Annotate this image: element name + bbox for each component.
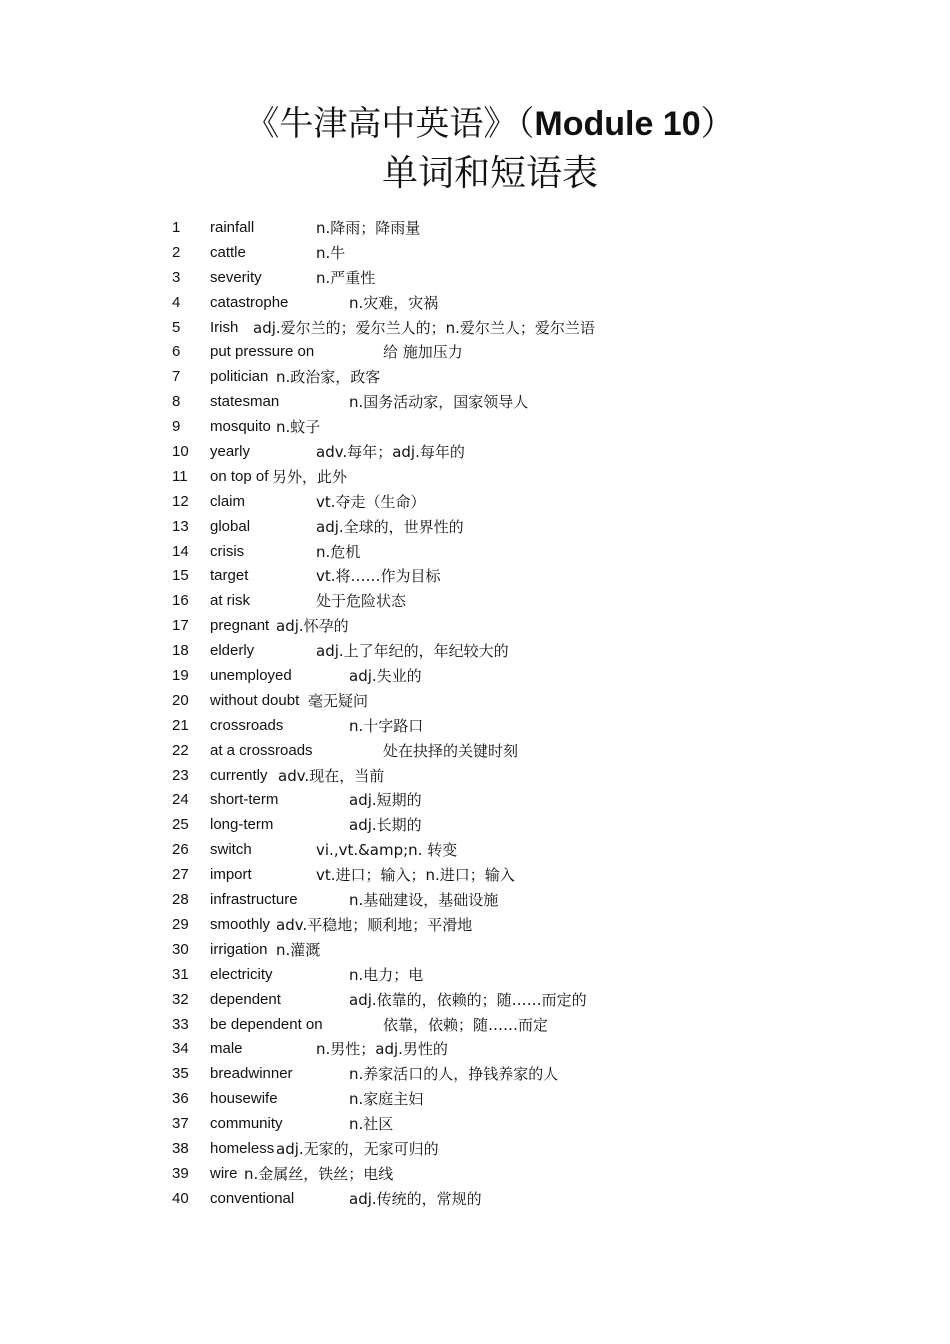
entry-number: 7 bbox=[172, 368, 181, 386]
entry-definition: n.国务活动家，国家领导人 bbox=[349, 393, 529, 412]
entry-definition: adv.平稳地；顺利地；平滑地 bbox=[276, 915, 473, 934]
entry-word: infrastructure bbox=[210, 891, 298, 909]
entry-word: on top of bbox=[210, 467, 269, 485]
entry-number: 33 bbox=[172, 1015, 189, 1033]
entry-definition: adj.长期的 bbox=[349, 816, 422, 835]
entry-number: 35 bbox=[172, 1065, 189, 1083]
vocab-entry bbox=[172, 291, 872, 316]
entry-word: elderly bbox=[210, 642, 255, 660]
entry-number: 9 bbox=[172, 418, 181, 436]
entry-definition: 处于危险状态 bbox=[316, 592, 407, 611]
vocabulary-list bbox=[172, 216, 872, 1212]
vocab-entry bbox=[172, 739, 872, 764]
vocab-entry bbox=[172, 764, 872, 789]
vocab-entry bbox=[172, 664, 872, 689]
entry-word: wire bbox=[210, 1164, 238, 1182]
entry-definition: n.基础建设，基础设施 bbox=[349, 891, 499, 910]
vocab-entry bbox=[172, 390, 872, 415]
entry-number: 21 bbox=[172, 716, 189, 734]
vocab-entry bbox=[172, 838, 872, 863]
entry-word: yearly bbox=[210, 443, 251, 461]
entry-number: 29 bbox=[172, 915, 189, 933]
vocab-entry bbox=[172, 241, 872, 266]
entry-definition: adv.现在，当前 bbox=[278, 766, 385, 785]
vocab-entry bbox=[172, 938, 872, 963]
entry-definition: adj.全球的，世界性的 bbox=[316, 517, 464, 536]
entry-number: 12 bbox=[172, 492, 189, 510]
entry-word: target bbox=[210, 567, 249, 585]
entry-word: statesman bbox=[210, 393, 280, 411]
entry-number: 23 bbox=[172, 766, 189, 784]
entry-definition: n.金属丝，铁丝；电线 bbox=[244, 1164, 394, 1183]
entry-word: severity bbox=[210, 268, 262, 286]
entry-number: 27 bbox=[172, 866, 189, 884]
vocab-entry bbox=[172, 340, 872, 365]
vocab-entry bbox=[172, 490, 872, 515]
vocab-entry bbox=[172, 1187, 872, 1212]
entry-number: 26 bbox=[172, 841, 189, 859]
vocab-entry bbox=[172, 564, 872, 589]
vocab-entry bbox=[172, 689, 872, 714]
entry-number: 17 bbox=[172, 617, 189, 635]
entry-definition: n.蚊子 bbox=[276, 418, 321, 437]
entry-definition: adj.怀孕的 bbox=[276, 617, 349, 636]
entry-definition: vt.进口；输入；n.进口；输入 bbox=[316, 866, 515, 885]
entry-definition: n.男性；adj.男性的 bbox=[316, 1040, 448, 1059]
vocab-entry bbox=[172, 465, 872, 490]
entry-word: unemployed bbox=[210, 667, 292, 685]
entry-word: crisis bbox=[210, 542, 245, 560]
vocab-entry bbox=[172, 913, 872, 938]
vocab-entry bbox=[172, 639, 872, 664]
entry-definition: adj.爱尔兰的；爱尔兰人的；n.爱尔兰人；爱尔兰语 bbox=[253, 318, 595, 337]
entry-word: catastrophe bbox=[210, 293, 289, 311]
entry-word: currently bbox=[210, 766, 268, 784]
entry-word: rainfall bbox=[210, 219, 255, 236]
title-prefix: 《牛津高中英语》（ bbox=[245, 104, 535, 144]
vocab-entry bbox=[172, 714, 872, 739]
entry-definition: n.牛 bbox=[316, 243, 346, 262]
entry-word: housewife bbox=[210, 1090, 278, 1108]
entry-definition: vi.,vt.&amp;n. 转变 bbox=[316, 841, 458, 860]
entry-number: 22 bbox=[172, 741, 189, 759]
vocab-entry bbox=[172, 266, 872, 291]
entry-word: crossroads bbox=[210, 716, 284, 734]
entry-word: pregnant bbox=[210, 617, 270, 635]
entry-definition: vt.将……作为目标 bbox=[316, 567, 441, 586]
vocab-entry bbox=[172, 365, 872, 390]
entry-number: 5 bbox=[172, 318, 181, 336]
entry-word: conventional bbox=[210, 1189, 295, 1207]
entry-number: 32 bbox=[172, 990, 189, 1008]
entry-definition: 处在抉择的关键时刻 bbox=[383, 741, 519, 760]
entry-definition: n.社区 bbox=[349, 1115, 394, 1134]
entry-number: 4 bbox=[172, 293, 181, 311]
entry-definition: adj.无家的，无家可归的 bbox=[276, 1139, 439, 1158]
entry-number: 37 bbox=[172, 1115, 189, 1133]
entry-word: electricity bbox=[210, 965, 273, 983]
entry-word: dependent bbox=[210, 990, 281, 1008]
entry-definition: n.危机 bbox=[316, 542, 361, 561]
entry-number: 2 bbox=[172, 243, 181, 261]
entry-definition: 另外，此外 bbox=[272, 467, 348, 486]
entry-word: switch bbox=[210, 841, 252, 859]
entry-word: smoothly bbox=[210, 915, 271, 933]
title-module: Module 10 bbox=[534, 105, 701, 143]
entry-number: 40 bbox=[172, 1189, 189, 1207]
entry-definition: adj.上了年纪的，年纪较大的 bbox=[316, 642, 509, 661]
entry-number: 16 bbox=[172, 592, 189, 610]
entry-number: 30 bbox=[172, 940, 189, 958]
entry-word: homeless bbox=[210, 1139, 275, 1157]
vocab-entry bbox=[172, 515, 872, 540]
entry-number: 15 bbox=[172, 567, 189, 585]
entry-definition: 毫无疑问 bbox=[308, 691, 369, 710]
document-subtitle: 单词和短语表 bbox=[381, 153, 598, 194]
vocab-entry bbox=[172, 963, 872, 988]
vocab-entry bbox=[172, 1013, 872, 1038]
entry-word: Irish bbox=[210, 318, 239, 336]
entry-word: global bbox=[210, 517, 251, 535]
entry-word: at risk bbox=[210, 592, 251, 610]
vocab-entry bbox=[172, 589, 872, 614]
entry-word: without doubt bbox=[210, 691, 300, 709]
entry-number: 1 bbox=[172, 219, 181, 236]
entry-word: community bbox=[210, 1115, 283, 1133]
vocab-entry bbox=[172, 863, 872, 888]
entry-word: cattle bbox=[210, 243, 246, 261]
entry-number: 25 bbox=[172, 816, 189, 834]
entry-word: at a crossroads bbox=[210, 741, 313, 759]
entry-number: 28 bbox=[172, 891, 189, 909]
vocab-entry bbox=[172, 988, 872, 1013]
entry-number: 6 bbox=[172, 343, 181, 361]
entry-number: 34 bbox=[172, 1040, 189, 1058]
entry-word: male bbox=[210, 1040, 243, 1058]
entry-word: long-term bbox=[210, 816, 274, 834]
entry-number: 39 bbox=[172, 1164, 189, 1182]
vocab-entry bbox=[172, 415, 872, 440]
entry-definition: n.十字路口 bbox=[349, 716, 424, 735]
vocab-entry bbox=[172, 813, 872, 838]
entry-word: politician bbox=[210, 368, 269, 386]
entry-definition: 依靠，依赖；随……而定 bbox=[383, 1015, 549, 1034]
entry-number: 38 bbox=[172, 1139, 189, 1157]
vocab-entry bbox=[172, 1162, 872, 1187]
vocab-entry bbox=[172, 1062, 872, 1087]
entry-word: put pressure on bbox=[210, 343, 315, 361]
entry-word: claim bbox=[210, 492, 246, 510]
entry-number: 36 bbox=[172, 1090, 189, 1108]
entry-definition: n.严重性 bbox=[316, 268, 376, 287]
vocab-entry bbox=[172, 614, 872, 639]
entry-definition: 给 施加压力 bbox=[383, 343, 463, 362]
entry-definition: n.灾难，灾祸 bbox=[349, 293, 439, 312]
entry-word: short-term bbox=[210, 791, 279, 809]
entry-definition: adv.每年；adj.每年的 bbox=[316, 443, 465, 462]
title-suffix: ） bbox=[700, 104, 735, 144]
entry-definition: n.灌溉 bbox=[276, 940, 321, 959]
entry-definition: n.家庭主妇 bbox=[349, 1090, 424, 1109]
entry-word: breadwinner bbox=[210, 1065, 293, 1083]
entry-definition: n.降雨；降雨量 bbox=[316, 219, 421, 237]
entry-word: be dependent on bbox=[210, 1015, 323, 1033]
vocab-entry bbox=[172, 440, 872, 465]
entry-number: 31 bbox=[172, 965, 189, 983]
vocab-entry bbox=[172, 1112, 872, 1137]
entry-number: 20 bbox=[172, 691, 189, 709]
entry-number: 24 bbox=[172, 791, 189, 809]
entry-number: 3 bbox=[172, 268, 181, 286]
entry-definition: adj.短期的 bbox=[349, 791, 422, 810]
vocab-entry bbox=[172, 1037, 872, 1062]
vocab-entry bbox=[172, 216, 872, 241]
entry-number: 10 bbox=[172, 443, 189, 461]
entry-word: import bbox=[210, 866, 252, 884]
entry-number: 11 bbox=[172, 467, 188, 485]
entry-word: mosquito bbox=[210, 418, 271, 436]
entry-number: 18 bbox=[172, 642, 189, 660]
entry-number: 13 bbox=[172, 517, 189, 535]
entry-definition: n.政治家，政客 bbox=[276, 368, 381, 387]
entry-definition: n.养家活口的人，挣钱养家的人 bbox=[349, 1065, 559, 1084]
entry-definition: adj.传统的，常规的 bbox=[349, 1189, 482, 1208]
entry-definition: adj.失业的 bbox=[349, 667, 422, 686]
entry-definition: vt.夺走（生命） bbox=[316, 492, 426, 511]
vocab-entry bbox=[172, 316, 872, 341]
document-title bbox=[0, 100, 950, 148]
entry-number: 8 bbox=[172, 393, 181, 411]
entry-number: 14 bbox=[172, 542, 189, 560]
vocab-entry bbox=[172, 540, 872, 565]
vocab-entry bbox=[172, 788, 872, 813]
vocab-entry bbox=[172, 888, 872, 913]
entry-definition: adj.依靠的，依赖的；随……而定的 bbox=[349, 990, 587, 1009]
vocab-entry bbox=[172, 1087, 872, 1112]
entry-number: 19 bbox=[172, 667, 189, 685]
entry-definition: n.电力；电 bbox=[349, 965, 424, 984]
vocab-entry bbox=[172, 1137, 872, 1162]
entry-word: irrigation bbox=[210, 940, 268, 958]
